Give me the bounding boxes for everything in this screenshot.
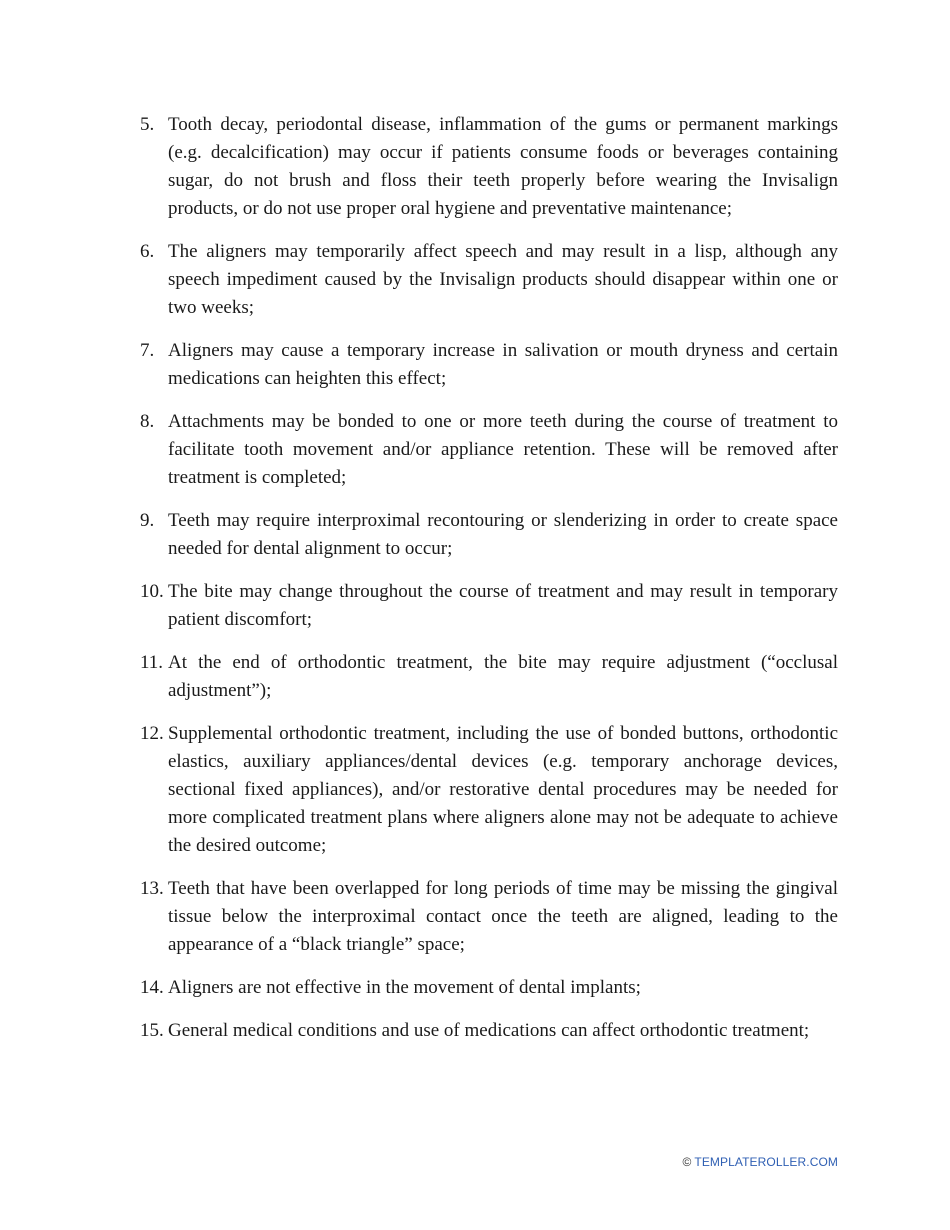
item-number: 6. — [140, 241, 155, 262]
copyright-symbol: © — [682, 1155, 692, 1169]
item-number: 8. — [140, 411, 155, 432]
item-number: 13. — [140, 878, 164, 899]
item-number: 11. — [140, 652, 164, 673]
list-item — [140, 111, 838, 223]
item-number: 9. — [140, 510, 155, 531]
list-item — [140, 337, 838, 393]
list-item — [140, 1017, 838, 1045]
item-number: 14. — [140, 977, 164, 998]
item-number: 7. — [140, 340, 155, 361]
item-text: Teeth may require interproximal recontouring or slenderizing in order to create space needed for dental alignment to occur; — [168, 510, 838, 559]
item-text: The aligners may temporarily affect speech and may result in a lisp, although any speech impediment caused by the Invisalign products should disappear within one or two weeks; — [168, 241, 838, 318]
item-text: Aligners may cause a temporary increase in salivation or mouth dryness and certain medications can heighten this effect; — [168, 340, 838, 389]
item-text: Teeth that have been overlapped for long periods of time may be missing the gingival tissue below the interproximal contact once the teeth are aligned, leading to the appearance of a “black triangle” space; — [168, 878, 838, 955]
item-text: Attachments may be bonded to one or more teeth during the course of treatment to facilitate tooth movement and/or appliance retention. These will be removed after treatment is completed; — [168, 411, 838, 488]
list-item — [140, 974, 838, 1002]
risk-list — [140, 111, 838, 1060]
item-number: 15. — [140, 1020, 164, 1041]
item-text: Supplemental orthodontic treatment, including the use of bonded buttons, orthodontic elastics, auxiliary appliances/dental devices (e.g. temporary anchorage devices, sectional fixed appliances), and/or restorative dental procedures may be needed for more complicated treatment plans where aligners alone may not be adequate to achieve the desired outcome; — [168, 723, 838, 856]
list-item — [140, 507, 838, 563]
item-text: Tooth decay, periodontal disease, inflammation of the gums or permanent markings (e.g. decalcification) may occur if patients consume foods or beverages containing sugar, do not brush and floss their teeth properly before wearing the Invisalign products, or do not use proper oral hygiene and preventative maintenance; — [168, 114, 838, 219]
list-item — [140, 408, 838, 492]
list-item — [140, 875, 838, 959]
item-number: 5. — [140, 114, 155, 135]
item-text: General medical conditions and use of medications can affect orthodontic treatment; — [168, 1020, 810, 1041]
item-text: At the end of orthodontic treatment, the bite may require adjustment (“occlusal adjustment”); — [168, 652, 838, 701]
item-text: The bite may change throughout the course of treatment and may result in temporary patient discomfort; — [168, 581, 838, 630]
list-item — [140, 649, 838, 705]
list-item — [140, 720, 838, 860]
item-number: 12. — [140, 723, 164, 744]
list-item — [140, 578, 838, 634]
item-text: Aligners are not effective in the movement of dental implants; — [168, 977, 641, 998]
footer-watermark — [682, 1155, 838, 1169]
templateroller-link[interactable]: TEMPLATEROLLER.COM — [694, 1155, 838, 1169]
list-item — [140, 238, 838, 322]
item-number: 10. — [140, 581, 164, 602]
